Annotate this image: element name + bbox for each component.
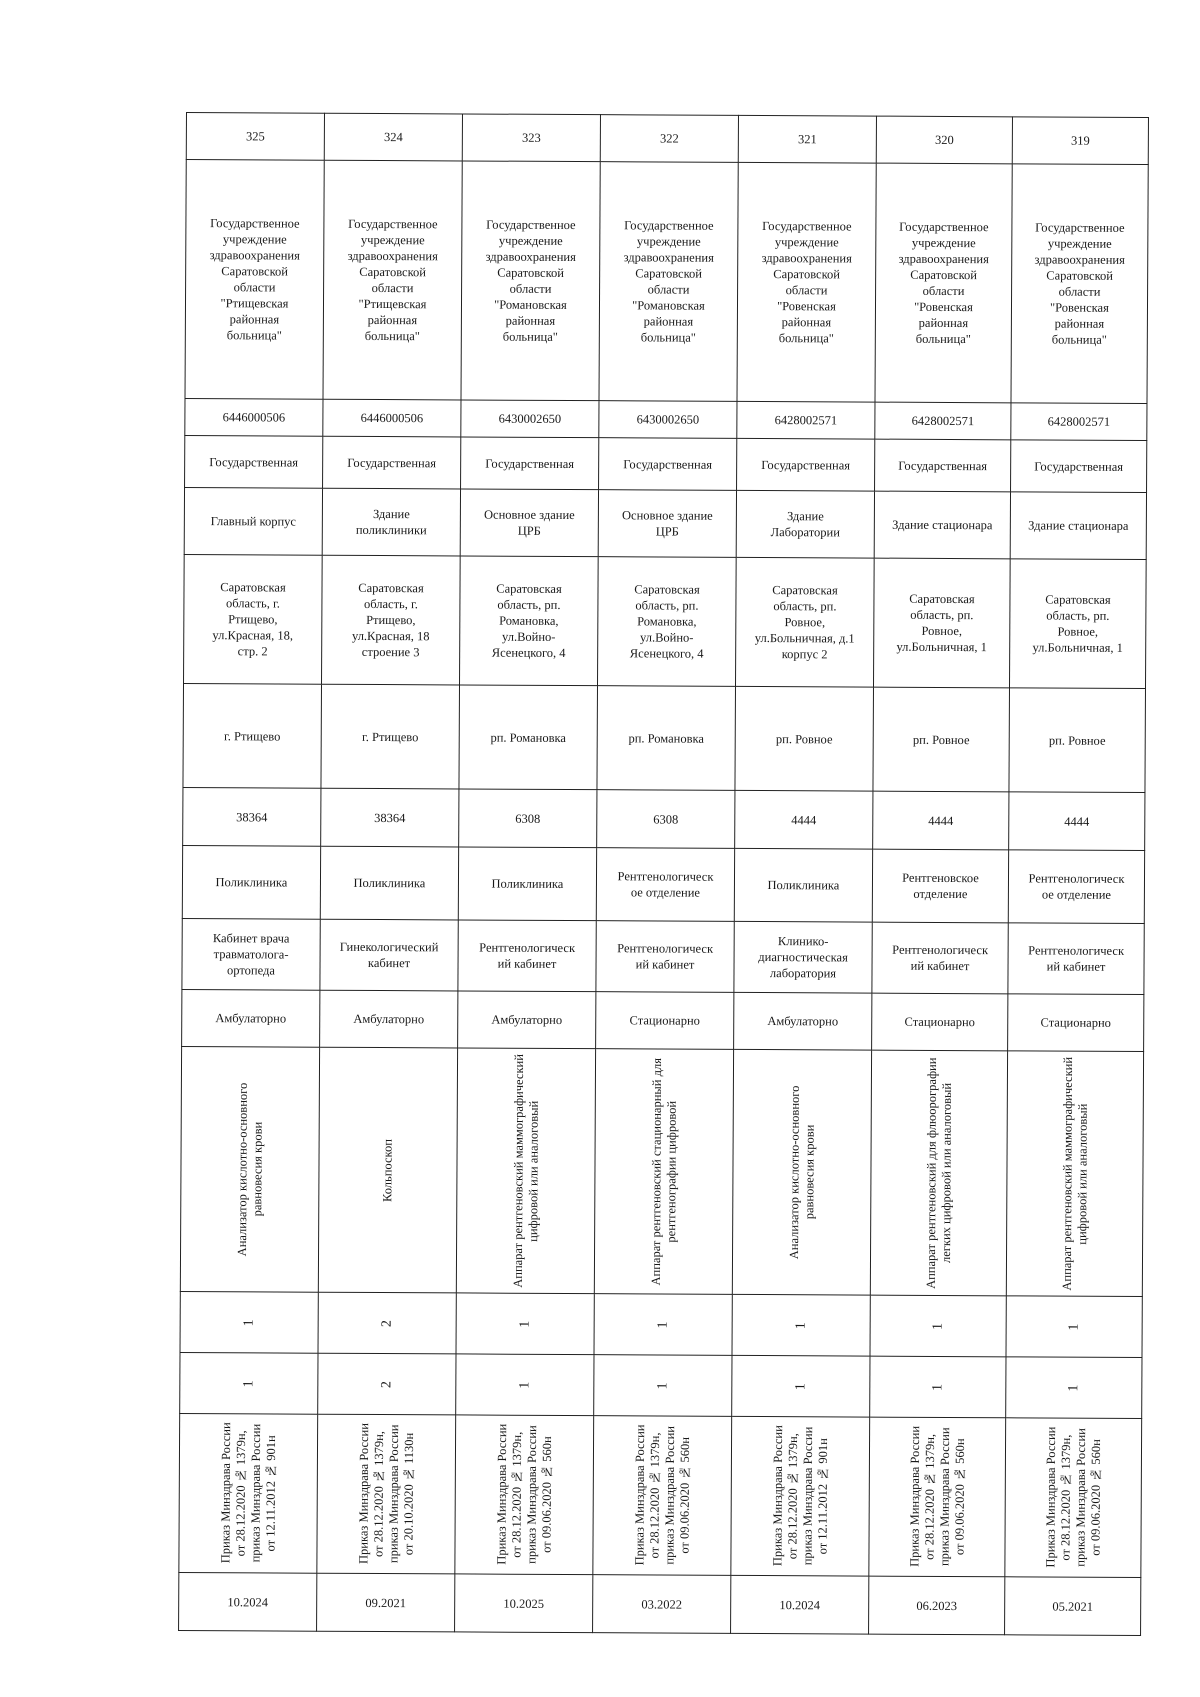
quantity-required-cell [318, 1292, 456, 1354]
date-cell-text: 10.2024 [227, 1594, 269, 1609]
table-row-locality [183, 683, 1146, 792]
row-number-cell-text: 321 [797, 132, 817, 147]
room-cell-text: Клинико- диагностическая лаборатория [758, 934, 848, 981]
address-cell [736, 557, 875, 687]
population-cell [459, 789, 597, 848]
address-cell [184, 554, 323, 684]
locality-cell-text: г. Ртищево [224, 728, 281, 744]
population-cell-text: 38364 [374, 810, 406, 825]
equipment-cell-rotated-wrapper [599, 1052, 729, 1291]
care-mode-cell-text: Амбулаторно [767, 1014, 839, 1029]
equipment-cell [870, 1050, 1007, 1296]
order-reference-cell-rotated-wrapper [873, 1421, 1001, 1574]
organization-cell [875, 163, 1012, 403]
ownership-cell-text: Государственная [485, 456, 575, 471]
inn-cell [737, 401, 875, 439]
ownership-cell [185, 435, 323, 488]
care-mode-cell-text: Амбулаторно [491, 1012, 563, 1027]
quantity-present-cell-text: 1 [1066, 1384, 1082, 1392]
date-cell-text: 09.2021 [365, 1595, 407, 1610]
address-cell-text: Саратовская область, рп. Ровное, ул.Больничная, 1 [896, 591, 987, 655]
locality-cell-text: г. Ртищево [362, 729, 419, 744]
organization-cell-text: Государственное учреждение здравоохранения Саратовской области "Романовская районная больница" [485, 217, 576, 344]
equipment-cell-rotated-wrapper [185, 1050, 315, 1289]
building-cell-text: Главный корпус [210, 514, 297, 529]
building-cell [874, 491, 1010, 559]
row-number-cell-text: 322 [659, 131, 679, 146]
address-cell [322, 555, 461, 685]
equipment-cell [456, 1048, 595, 1294]
quantity-required-cell [870, 1295, 1006, 1357]
quantity-required-cell-rotated-wrapper [737, 1298, 866, 1353]
care-mode-cell [458, 991, 596, 1049]
equipment-cell-text: Аппарат рентгеновский стационарный для рентгенографии цифровой [648, 1057, 679, 1286]
department-cell [596, 848, 734, 922]
building-cell [184, 487, 322, 555]
ownership-cell-text: Государственная [209, 454, 299, 470]
address-cell [873, 558, 1010, 688]
equipment-cell-rotated-wrapper [323, 1051, 453, 1290]
population-cell-text: 38364 [236, 809, 268, 824]
department-cell-text: Рентгенологическ ое отделение [1028, 871, 1125, 902]
row-number-cell [876, 116, 1012, 164]
address-cell-text: Саратовская область, рп. Романовка, ул.Войно- Ясенецкого, 4 [629, 582, 704, 661]
department-cell-text: Рентгеновское отделение [902, 870, 979, 902]
organization-cell-text: Государственное учреждение здравоохранения Саратовской области "Ровенская районная больница" [1034, 220, 1125, 347]
quantity-present-cell [594, 1355, 732, 1417]
department-cell-text: Поликлиника [491, 876, 564, 891]
ownership-cell-text: Государственная [761, 457, 851, 472]
quantity-present-cell-rotated-wrapper [460, 1357, 589, 1412]
quantity-present-cell-rotated-wrapper [598, 1358, 727, 1413]
date-cell [455, 1574, 593, 1633]
organization-cell-text: Государственное учреждение здравоохранения Саратовской области "Ртищевская районная больница" [347, 216, 438, 344]
equipment-cell-text: Аппарат рентгеновский маммографический цифровой или аналоговый [510, 1053, 541, 1288]
inn-cell-text: 6428002571 [911, 413, 975, 429]
population-cell-text: 6308 [653, 811, 679, 827]
building-cell-text: Здание поликлиники [355, 506, 427, 538]
care-mode-cell [596, 992, 734, 1050]
equipment-cell [594, 1049, 733, 1295]
organization-cell-text: Государственное учреждение здравоохранения Саратовской области "Ровенская районная больница" [898, 219, 989, 347]
date-cell-text: 05.2021 [1052, 1599, 1094, 1614]
quantity-required-cell-rotated-wrapper [599, 1297, 728, 1352]
order-reference-cell-rotated-wrapper [1009, 1421, 1137, 1574]
quantity-required-cell-text: 2 [379, 1319, 395, 1327]
quantity-present-cell [318, 1353, 456, 1415]
order-reference-cell-text: Приказ Минздрава России от 28.12.2020 № 1379н, приказ Минздрава России от 12.11.2012 № 901н [217, 1422, 278, 1564]
organization-cell [185, 160, 324, 400]
quantity-required-cell-text: 1 [1066, 1323, 1082, 1331]
quantity-required-cell [732, 1294, 870, 1356]
room-cell-text: Гинекологический кабинет [339, 939, 439, 971]
room-cell-text: Рентгенологическ ий кабинет [892, 942, 989, 974]
equipment-cell [1006, 1051, 1143, 1297]
table-row-ownership [185, 435, 1147, 492]
quantity-present-cell [1006, 1357, 1142, 1419]
equipment-cell-rotated-wrapper [1011, 1054, 1139, 1293]
order-reference-cell-rotated-wrapper [459, 1418, 589, 1571]
inn-cell-text: 6430002650 [636, 412, 700, 427]
ownership-cell [599, 438, 737, 491]
quantity-required-cell-text: 1 [517, 1320, 533, 1328]
table-row-date [179, 1572, 1141, 1635]
row-number-cell-text: 320 [934, 132, 954, 148]
building-cell [460, 489, 598, 557]
table-row-care-mode [182, 989, 1144, 1051]
ownership-cell-text: Государственная [623, 456, 713, 472]
equipment-cell-text: Аппарат рентгеновский для флюорографии легких цифровой или аналоговый [923, 1057, 954, 1289]
date-cell-text: 10.2024 [779, 1597, 821, 1612]
room-cell [872, 922, 1008, 994]
date-cell [731, 1575, 869, 1634]
inn-cell [323, 399, 461, 437]
ownership-cell [323, 436, 461, 489]
room-cell [1008, 923, 1144, 995]
ownership-cell [461, 437, 599, 490]
population-cell-text: 6308 [515, 811, 541, 826]
building-cell-text: Здание стационара [892, 517, 993, 533]
address-cell-text: Саратовская область, г. Ртищево, ул.Красная, 18, стр. 2 [212, 580, 294, 659]
ownership-cell [1011, 440, 1147, 493]
row-number-cell-text: 323 [521, 130, 541, 145]
quantity-present-cell-rotated-wrapper [1010, 1360, 1137, 1415]
department-cell [320, 846, 458, 920]
order-reference-cell-text: Приказ Минздрава России от 28.12.2020 № 1379н, приказ Минздрава России от 20.10.2020 № 1130н [355, 1423, 416, 1565]
date-cell [179, 1572, 317, 1631]
locality-cell [183, 683, 322, 788]
quantity-present-cell-text: 1 [241, 1379, 257, 1387]
address-cell-text: Саратовская область, рп. Ровное, ул.Больничная, д.1 корпус 2 [754, 583, 855, 662]
address-cell-text: Саратовская область, рп. Ровное, ул.Больничная, 1 [1032, 592, 1123, 655]
quantity-present-cell-rotated-wrapper [736, 1359, 865, 1414]
ownership-cell-text: Государственная [898, 458, 988, 473]
locality-cell [321, 684, 460, 789]
equipment-cell-text: Кольпоскоп [380, 1138, 395, 1202]
order-reference-cell-rotated-wrapper [321, 1418, 451, 1571]
quantity-required-cell [180, 1291, 318, 1353]
care-mode-cell [872, 993, 1008, 1051]
room-cell [458, 920, 596, 992]
equipment-cell [732, 1049, 871, 1295]
care-mode-cell [320, 990, 458, 1048]
address-cell [598, 557, 737, 687]
table-row-building [184, 487, 1146, 559]
quantity-required-cell-rotated-wrapper [185, 1295, 314, 1350]
row-number-cell [1012, 117, 1148, 165]
quantity-present-cell [180, 1352, 318, 1414]
order-reference-cell-text: Приказ Минздрава России от 28.12.2020 № 1379н, приказ Минздрава России от 09.06.2020 № 560н [906, 1426, 967, 1568]
row-number-cell [324, 113, 462, 161]
room-cell [734, 921, 872, 993]
quantity-present-cell [870, 1356, 1006, 1418]
row-number-cell-text: 324 [383, 130, 403, 145]
row-number-cell [462, 114, 600, 162]
room-cell [596, 921, 734, 993]
quantity-required-cell-text: 1 [241, 1318, 257, 1326]
quantity-present-cell-text: 1 [517, 1381, 533, 1389]
address-cell [460, 556, 599, 686]
inn-cell-text: 6430002650 [498, 411, 562, 426]
equipment-cell-text: Анализатор кислотно-основного равновесия крови [234, 1082, 265, 1257]
row-number-cell-text: 319 [1070, 133, 1090, 148]
inn-cell-text: 6446000506 [360, 410, 424, 426]
care-mode-cell [182, 989, 320, 1047]
locality-cell-text: рп. Ровное [775, 731, 833, 746]
quantity-present-cell-rotated-wrapper [322, 1357, 451, 1412]
date-cell-text: 06.2023 [916, 1598, 958, 1613]
building-cell-text: Основное здание ЦРБ [483, 507, 575, 538]
order-reference-cell [731, 1416, 870, 1576]
care-mode-cell-text: Стационарно [904, 1014, 975, 1030]
order-reference-cell-rotated-wrapper [183, 1417, 313, 1570]
department-cell [182, 845, 320, 919]
department-cell [1008, 850, 1144, 924]
table-row-number [186, 113, 1148, 165]
inn-cell [1011, 403, 1147, 441]
organization-cell [737, 162, 876, 402]
equipment-cell-text: Аппарат рентгеновский маммографический цифровой или аналоговый [1059, 1056, 1090, 1291]
order-reference-cell-text: Приказ Минздрава России от 28.12.2020 № 1379н, приказ Минздрава России от 09.06.2020 № 560н [631, 1424, 692, 1566]
table-row-department [182, 845, 1144, 923]
locality-cell-text: рп. Романовка [490, 730, 567, 745]
inn-cell [599, 401, 737, 439]
population-cell-text: 4444 [791, 812, 817, 827]
order-reference-cell-rotated-wrapper [597, 1419, 727, 1572]
population-cell [735, 790, 873, 849]
building-cell [736, 490, 874, 558]
room-cell-text: Кабинет врача травматолога- ортопеда [212, 931, 290, 978]
quantity-required-cell [594, 1294, 732, 1356]
table-row-inn [185, 398, 1147, 440]
room-cell [182, 918, 320, 990]
population-cell-text: 4444 [928, 813, 954, 828]
quantity-required-cell-rotated-wrapper [461, 1296, 590, 1351]
quantity-required-cell-rotated-wrapper [875, 1299, 1002, 1354]
organization-cell [461, 161, 600, 401]
order-reference-cell [1005, 1418, 1142, 1578]
room-cell-text: Рентгенологическ ий кабинет [479, 940, 576, 971]
equipment-cell [318, 1047, 457, 1293]
department-cell [872, 849, 1008, 923]
inn-cell [875, 402, 1011, 440]
ownership-cell-text: Государственная [347, 455, 437, 470]
organization-cell [323, 160, 462, 400]
row-number-cell-text: 325 [245, 129, 265, 144]
address-cell-text: Саратовская область, рп. Романовка, ул.Войно- Ясенецкого, 4 [491, 581, 566, 660]
table-row-order [179, 1413, 1142, 1577]
order-reference-cell [869, 1417, 1006, 1577]
locality-cell-text: рп. Ровное [912, 732, 970, 747]
care-mode-cell-text: Амбулаторно [215, 1011, 287, 1026]
room-cell [320, 919, 458, 991]
date-cell [1005, 1577, 1141, 1636]
order-reference-cell-text: Приказ Минздрава России от 28.12.2020 № 1379н, приказ Минздрава России от 12.11.2012 № 901н [769, 1425, 830, 1567]
inn-cell-text: 6428002571 [1047, 414, 1111, 429]
row-number-cell [186, 113, 324, 161]
locality-cell [1009, 688, 1146, 793]
quantity-required-cell-rotated-wrapper [1011, 1299, 1138, 1354]
inn-cell [461, 400, 599, 438]
locality-cell [735, 686, 874, 791]
order-reference-cell [455, 1415, 594, 1575]
department-cell-text: Поликлиника [353, 875, 426, 891]
row-number-cell [738, 115, 876, 163]
care-mode-cell [1008, 994, 1144, 1052]
locality-cell [459, 685, 598, 790]
order-reference-cell [317, 1414, 456, 1574]
table-row-qty-required [180, 1291, 1142, 1357]
building-cell-text: Здание Лаборатории [770, 509, 840, 540]
department-cell [458, 847, 596, 921]
order-reference-cell-text: Приказ Минздрава России от 28.12.2020 № 1379н, приказ Минздрава России от 09.06.2020 № 560н [493, 1424, 554, 1566]
date-cell-text: 10.2025 [503, 1596, 545, 1611]
date-cell-text: 03.2022 [641, 1596, 683, 1612]
organization-cell [599, 162, 738, 402]
care-mode-cell-text: Стационарно [1040, 1015, 1111, 1030]
department-cell-text: Поликлиника [767, 878, 840, 893]
ownership-cell [875, 439, 1011, 492]
equipment-cell-rotated-wrapper [461, 1051, 591, 1290]
locality-cell [873, 687, 1010, 792]
population-cell [321, 788, 459, 847]
population-cell [1009, 792, 1145, 851]
table-row-qty-present [180, 1352, 1142, 1418]
building-cell [322, 488, 460, 556]
address-cell-text: Саратовская область, г. Ртищево, ул.Красная, 18 строение 3 [351, 580, 430, 660]
population-cell [873, 791, 1009, 850]
quantity-present-cell-rotated-wrapper [184, 1356, 313, 1411]
order-reference-cell [179, 1413, 318, 1573]
order-reference-cell-text: Приказ Минздрава России от 28.12.2020 № 1379н, приказ Минздрава России от 09.06.2020 № 560н [1042, 1427, 1103, 1569]
table-row-equipment [180, 1046, 1143, 1296]
table-row-population [183, 787, 1145, 850]
quantity-present-cell-text: 1 [930, 1383, 946, 1391]
care-mode-cell-text: Стационарно [629, 1013, 700, 1028]
department-cell-text: Рентгенологическ ое отделение [617, 869, 714, 900]
department-cell [734, 848, 872, 922]
table-row-organization [185, 160, 1148, 404]
ownership-cell [737, 438, 875, 491]
equipment-cell [180, 1046, 319, 1292]
quantity-present-cell-text: 2 [379, 1380, 395, 1388]
equipment-cell-rotated-wrapper [875, 1054, 1003, 1293]
inn-cell-text: 6428002571 [774, 413, 838, 428]
quantity-required-cell [456, 1293, 594, 1355]
quantity-present-cell-rotated-wrapper [874, 1360, 1001, 1415]
table-row-address [184, 554, 1147, 688]
quantity-present-cell [732, 1355, 870, 1417]
ownership-cell-text: Государственная [1034, 458, 1124, 474]
quantity-required-cell-rotated-wrapper [323, 1296, 452, 1351]
quantity-present-cell-text: 1 [655, 1381, 671, 1390]
inn-cell [185, 398, 323, 436]
room-cell-text: Рентгенологическ ий кабинет [1028, 943, 1125, 974]
inn-cell-text: 6446000506 [222, 410, 286, 425]
quantity-required-cell-text: 1 [930, 1322, 946, 1330]
building-cell [598, 490, 736, 558]
organization-cell [1011, 164, 1148, 404]
department-cell-text: Поликлиника [215, 875, 288, 890]
organization-cell-text: Государственное учреждение здравоохранения Саратовской области "Ртищевская районная больница" [209, 216, 300, 343]
quantity-required-cell [1006, 1296, 1142, 1358]
date-cell [869, 1576, 1005, 1635]
care-mode-cell [734, 992, 872, 1050]
equipment-table [178, 112, 1149, 1636]
building-cell-text: Здание стационара [1028, 518, 1129, 533]
order-reference-cell [593, 1416, 732, 1576]
table-row-room [182, 918, 1144, 994]
locality-cell [597, 686, 736, 791]
population-cell-text: 4444 [1064, 814, 1090, 829]
equipment-cell-rotated-wrapper [737, 1053, 867, 1292]
population-cell [597, 790, 735, 849]
date-cell [593, 1575, 731, 1634]
row-number-cell [600, 115, 738, 163]
care-mode-cell-text: Амбулаторно [353, 1011, 425, 1027]
address-cell [1009, 559, 1146, 689]
order-reference-cell-rotated-wrapper [735, 1420, 865, 1573]
date-cell [317, 1573, 455, 1632]
equipment-cell-text: Анализатор кислотно-основного равновесия крови [786, 1085, 817, 1260]
quantity-present-cell [456, 1354, 594, 1416]
population-cell [183, 787, 321, 846]
organization-cell-text: Государственное учреждение здравоохранения Саратовской области "Романовская районная больница" [623, 218, 714, 345]
quantity-present-cell-text: 1 [793, 1382, 809, 1390]
quantity-required-cell-text: 1 [793, 1321, 809, 1329]
room-cell-text: Рентгенологическ ий кабинет [617, 941, 714, 972]
building-cell [1010, 492, 1146, 560]
building-cell-text: Основное здание ЦРБ [621, 508, 713, 539]
locality-cell-text: рп. Ровное [1048, 733, 1106, 748]
locality-cell-text: рп. Романовка [628, 730, 705, 746]
organization-cell-text: Государственное учреждение здравоохранения Саратовской области "Ровенская районная больница" [761, 219, 852, 346]
quantity-required-cell-text: 1 [655, 1320, 671, 1329]
